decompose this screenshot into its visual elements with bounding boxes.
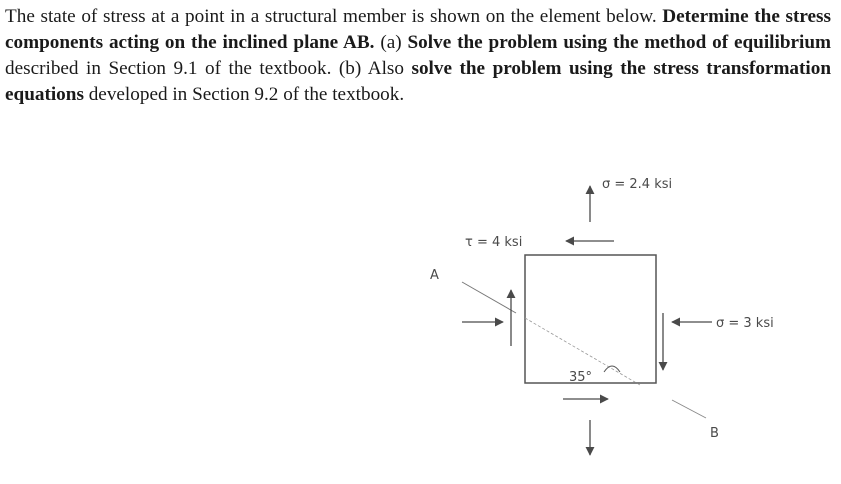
- problem-task: Determine the stress components acting on the inclined plane AB.: [5, 6, 831, 53]
- problem-sentence-1: The state of stress at a point in a structural member is shown on the element below.: [5, 6, 657, 27]
- part-a-reference: described in Section 9.1 of the textbook.: [5, 58, 332, 79]
- point-a-label: A: [430, 268, 439, 283]
- tau-label: τ = 4 ksi: [465, 235, 523, 250]
- plane-ab-line-right: [672, 400, 706, 418]
- point-b-label: B: [710, 426, 719, 441]
- angle-label: 35°: [569, 370, 593, 385]
- sigma-y-label: σ = 2.4 ksi: [602, 177, 673, 192]
- stress-element: [525, 255, 656, 383]
- part-a-marker: (a): [380, 32, 402, 53]
- plane-ab-line-left: [462, 282, 516, 313]
- sigma-x-label: σ = 3 ksi: [716, 316, 774, 331]
- part-b-method: solve the problem using the stress transformation equations: [5, 58, 832, 105]
- part-b-marker: (b) Also: [338, 58, 404, 79]
- part-a-method: Solve the problem using the method of equilibrium: [407, 32, 831, 53]
- part-b-reference: developed in Section 9.2 of the textbook.: [88, 84, 405, 105]
